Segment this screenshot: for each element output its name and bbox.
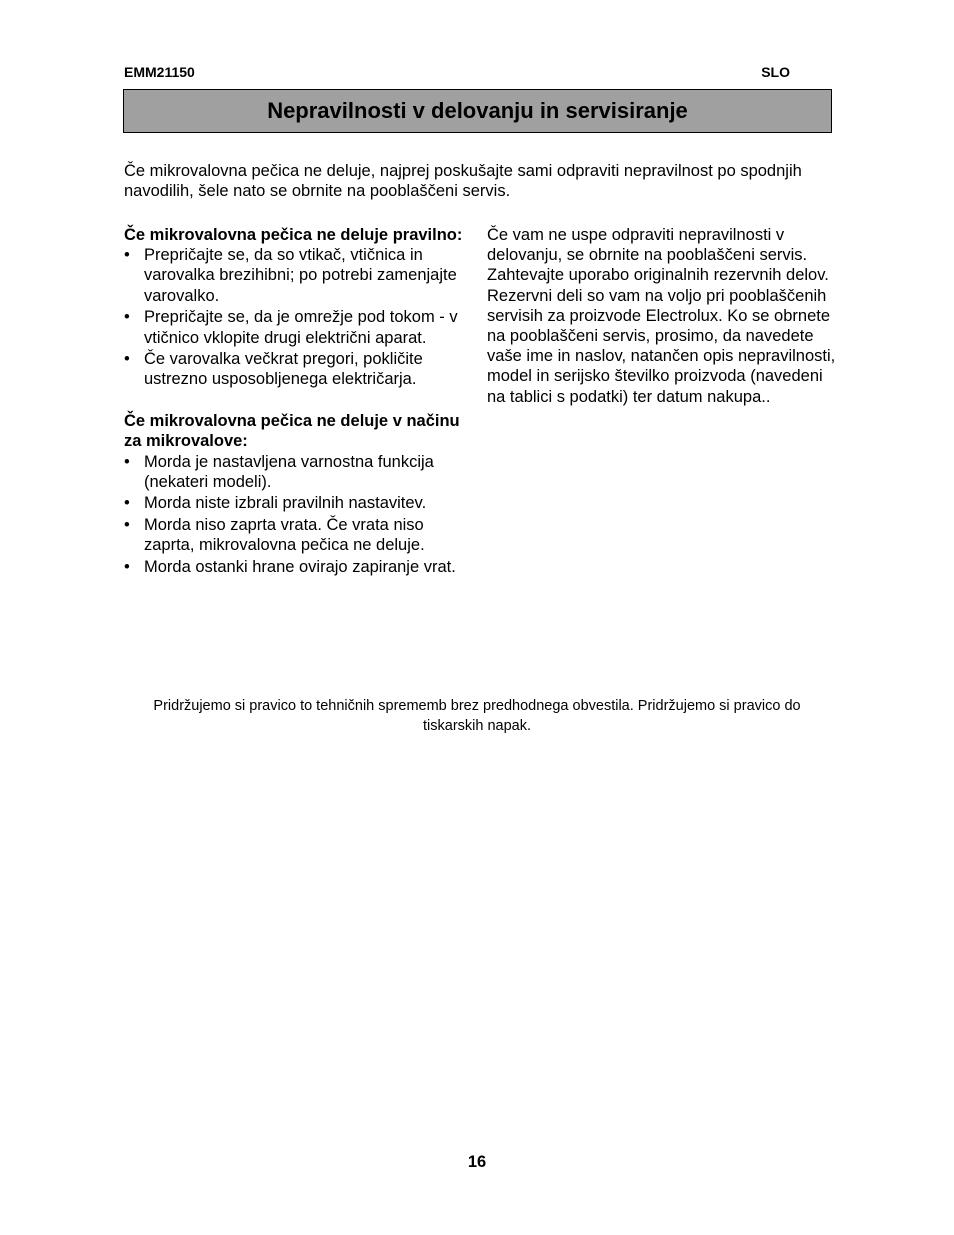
disclaimer-footnote: Pridržujemo si pravico to tehničnih sprememb brez predhodnega obvestila. Pridržujemo si pravico do tiskarskih napak. [153,698,801,734]
language-code: SLO [761,64,790,80]
list-item-text: Morda je nastavljena varnostna funkcija (nekateri modeli). [144,452,434,491]
bullet-icon: • [124,558,130,577]
list-item [124,307,474,347]
list-item-text: Prepričajte se, da so vtikač, vtičnica in varovalka brezihibni; po potrebi zamenjajte varovalko. [144,246,457,305]
list-item [124,515,474,555]
right-column [487,225,837,407]
bullet-icon: • [124,452,130,471]
page-number: 16 [467,1153,487,1171]
list-item-text: Morda ostanki hrane ovirajo zapiranje vrat. [144,558,456,577]
bullet-icon: • [124,516,130,535]
page-title: Nepravilnosti v delovanju in servisiranje [267,98,688,123]
service-paragraph: Če vam ne uspe odpraviti nepravilnosti v delovanju, se obrnite na pooblaščeni servis. Zahtevajte uporabo originalnih rezervnih delov. [487,226,829,285]
list-item [124,452,474,492]
spare-parts-paragraph: Rezervni deli so vam na voljo pri pooblaščenih servisih za proizvode Electrolux. Ko se obrnete na pooblaščeni servis, prosimo, da navedete vaše ime in naslov, natančen opis nepravilnosti, model in serijsko številko proizvoda (navedeni na tablici s podatki) ter datum nakupa.. [487,286,836,406]
list-item [124,493,474,513]
intro-paragraph: Če mikrovalovna pečica ne deluje, najprej poskušajte sami odpraviti nepravilnost po spodnjih navodilih, šele nato se obrnite na pooblaščeni servis. [124,162,802,201]
bullet-icon: • [124,246,130,265]
bullet-icon: • [124,350,130,369]
section-heading-microwave-mode: Če mikrovalovna pečica ne deluje v načinu za mikrovalove: [124,412,460,451]
list-item-text: Morda niste izbrali pravilnih nastavitev. [144,494,427,513]
bullet-list-microwave-mode [124,452,474,578]
left-column [124,225,474,579]
list-item-text: Morda niso zaprta vrata. Če vrata niso zaprta, mikrovalovna pečica ne deluje. [144,516,425,555]
list-item-text: Če varovalka večkrat pregori, pokličite ustrezno usposobljenega električarja. [144,350,423,389]
section-heading-not-working: Če mikrovalovna pečica ne deluje pravilno: [124,226,463,244]
bullet-list-not-working [124,245,474,389]
bullet-icon: • [124,308,130,327]
bullet-icon: • [124,494,130,513]
list-item [124,245,474,306]
list-item [124,557,474,577]
section-title-banner [123,89,832,133]
list-item-text: Prepričajte se, da je omrežje pod tokom - v vtičnico vklopite drugi električni aparat. [144,308,458,347]
list-item [124,349,474,389]
model-number: EMM21150 [124,64,195,80]
